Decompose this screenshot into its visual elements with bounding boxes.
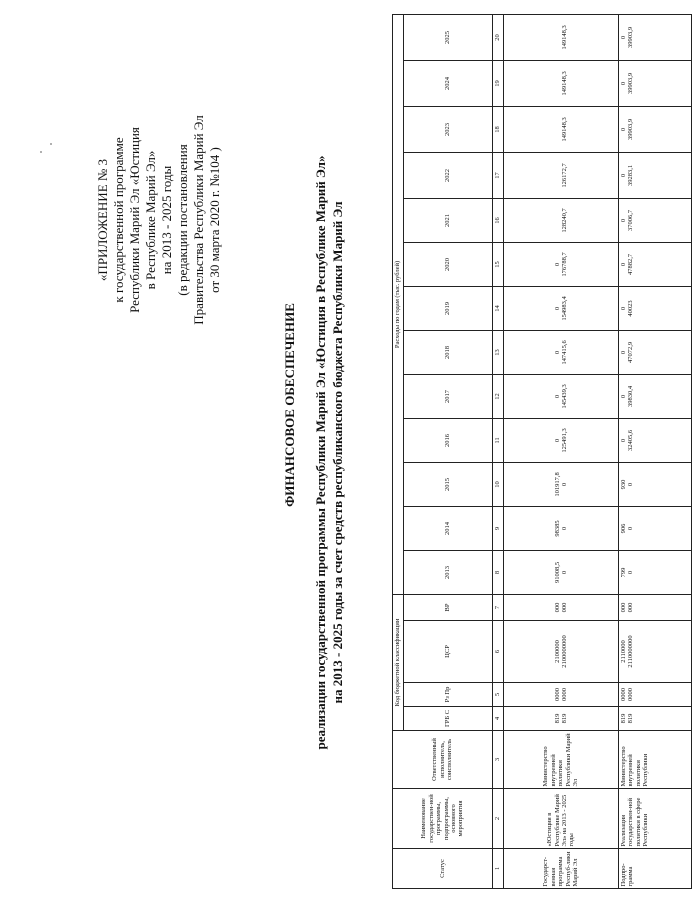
cell-executor: Министерство внутренней политики Республики bbox=[619, 731, 692, 789]
document-subtitle bbox=[312, 0, 346, 905]
cell-value: 0 125491,3 bbox=[504, 418, 619, 462]
cell-status: Подпро-грамма bbox=[619, 849, 692, 889]
appendix-line: к государственной программе bbox=[111, 137, 126, 303]
header-year: 2014 bbox=[404, 506, 493, 550]
header-year: 2020 bbox=[404, 242, 493, 286]
appendix-line: Республики Марий Эл «Юстиция bbox=[127, 127, 142, 313]
cell-value: 0 32405,6 bbox=[619, 418, 692, 462]
column-number: 3 bbox=[493, 731, 504, 789]
column-number: 18 bbox=[493, 106, 504, 152]
cell-value: 98385 0 bbox=[504, 506, 619, 550]
appendix-line: на 2013 - 2025 годы bbox=[159, 165, 174, 275]
cell-status: Государст-венная программа Респуб-лики Марий Эл bbox=[504, 849, 619, 889]
header-year: 2025 bbox=[404, 14, 493, 60]
column-number: 12 bbox=[493, 374, 504, 418]
column-number: 7 bbox=[493, 594, 504, 620]
column-number: 8 bbox=[493, 550, 504, 594]
cell-value: 0 39903,9 bbox=[619, 106, 692, 152]
cell-rzpr: 0000 0000 bbox=[619, 683, 692, 707]
header-year: 2021 bbox=[404, 198, 493, 242]
column-number: 2 bbox=[493, 789, 504, 849]
header-year: 2016 bbox=[404, 418, 493, 462]
cell-name: «Юстиция в Республике Марий Эл» на 2013 - 2025 годы bbox=[504, 789, 619, 849]
header-vr: ВР bbox=[404, 594, 493, 620]
appendix-line: в Республике Марий Эл» bbox=[143, 150, 158, 290]
cell-value: 101917,8 0 bbox=[504, 462, 619, 506]
cell-value: 126172,7 bbox=[504, 152, 619, 198]
scan-speck bbox=[40, 151, 42, 153]
header-year: 2015 bbox=[404, 462, 493, 506]
appendix-line: (в редакции постановления bbox=[175, 144, 190, 296]
cell-executor: Министерство внутренней политики Республики Марий Эл bbox=[504, 731, 619, 789]
subtitle-line-1: реализации государственной программы Республики Марий Эл «Юстиция в Республике Марий Эл» bbox=[313, 155, 328, 750]
subtitle-line-2: на 2013 - 2025 годы за счет средств республиканского бюджета Республики Марий Эл bbox=[330, 201, 345, 704]
column-number: 9 bbox=[493, 506, 504, 550]
cell-value: 0 145439,3 bbox=[504, 374, 619, 418]
cell-name: Реализация государствен-ной политики в сфере Республики bbox=[619, 789, 692, 849]
cell-value: 0 154983,4 bbox=[504, 286, 619, 330]
header-year: 2017 bbox=[404, 374, 493, 418]
cell-value: 930 0 bbox=[619, 462, 692, 506]
cell-vr: 000 000 bbox=[619, 594, 692, 620]
header-csr: ЦСР bbox=[404, 621, 493, 683]
cell-value: 0 37006,7 bbox=[619, 198, 692, 242]
financing-table bbox=[392, 14, 692, 889]
column-number-row bbox=[493, 14, 504, 888]
cell-csr: 2110000 2110000000 bbox=[619, 621, 692, 683]
table-row-subprogram bbox=[619, 14, 692, 888]
table-row-program bbox=[504, 14, 619, 888]
appendix-line: Правительства Республики Марий Эл bbox=[191, 115, 206, 325]
column-number: 1 bbox=[493, 849, 504, 889]
document-title: ФИНАНСОВОЕ ОБЕСПЕЧЕНИЕ bbox=[282, 303, 297, 507]
cell-value: 0 39830,4 bbox=[619, 374, 692, 418]
cell-rzpr: 0000 0000 bbox=[504, 683, 619, 707]
cell-value: 0 47072,9 bbox=[619, 330, 692, 374]
cell-grbs: 819 819 bbox=[619, 707, 692, 731]
cell-value: 0 39903,9 bbox=[619, 60, 692, 106]
header-executor: Ответственный исполнитель, соисполнитель bbox=[393, 731, 493, 789]
column-number: 4 bbox=[493, 707, 504, 731]
cell-value: 0 39903,9 bbox=[619, 14, 692, 60]
appendix-block bbox=[95, 50, 223, 390]
header-expenses: Расходы по годам (тыс. рублей) bbox=[393, 14, 404, 594]
cell-csr: 2100000 2100000000 bbox=[504, 621, 619, 683]
header-grbs: ГРБ С bbox=[404, 707, 493, 731]
appendix-line: от 30 марта 2020 г. №104 ) bbox=[207, 147, 222, 293]
cell-value: 128240,7 bbox=[504, 198, 619, 242]
header-year: 2013 bbox=[404, 550, 493, 594]
header-status: Статус bbox=[393, 849, 493, 889]
column-number: 14 bbox=[493, 286, 504, 330]
column-number: 19 bbox=[493, 60, 504, 106]
cell-value: 149148,3 bbox=[504, 60, 619, 106]
scan-speck bbox=[50, 143, 52, 145]
header-year: 2019 bbox=[404, 286, 493, 330]
cell-value: 149148,3 bbox=[504, 14, 619, 60]
cell-value: 906 0 bbox=[619, 506, 692, 550]
cell-value: 799 0 bbox=[619, 550, 692, 594]
column-number: 16 bbox=[493, 198, 504, 242]
header-year: 2024 bbox=[404, 60, 493, 106]
header-budget-code: Код бюджетной классификации bbox=[393, 594, 404, 730]
cell-value: 0 147415,6 bbox=[504, 330, 619, 374]
appendix-line: «ПРИЛОЖЕНИЕ № 3 bbox=[95, 158, 110, 282]
cell-grbs: 819 819 bbox=[504, 707, 619, 731]
cell-value: 0 176788,7 bbox=[504, 242, 619, 286]
column-number: 13 bbox=[493, 330, 504, 374]
cell-value: 0 39283,1 bbox=[619, 152, 692, 198]
cell-value: 0 40023 bbox=[619, 286, 692, 330]
cell-vr: 000 000 bbox=[504, 594, 619, 620]
header-year: 2022 bbox=[404, 152, 493, 198]
column-number: 6 bbox=[493, 621, 504, 683]
cell-value: 0 47882,7 bbox=[619, 242, 692, 286]
cell-value: 91008,5 0 bbox=[504, 550, 619, 594]
column-number: 10 bbox=[493, 462, 504, 506]
header-year: 2023 bbox=[404, 106, 493, 152]
header-name: Наименование государствен-ной программы, подпрограммы, основного мероприятия bbox=[393, 789, 493, 849]
column-number: 11 bbox=[493, 418, 504, 462]
cell-value: 149148,3 bbox=[504, 106, 619, 152]
column-number: 5 bbox=[493, 683, 504, 707]
column-number: 17 bbox=[493, 152, 504, 198]
column-number: 15 bbox=[493, 242, 504, 286]
column-number: 20 bbox=[493, 14, 504, 60]
header-rzpr: Рз Пр bbox=[404, 683, 493, 707]
header-year: 2018 bbox=[404, 330, 493, 374]
